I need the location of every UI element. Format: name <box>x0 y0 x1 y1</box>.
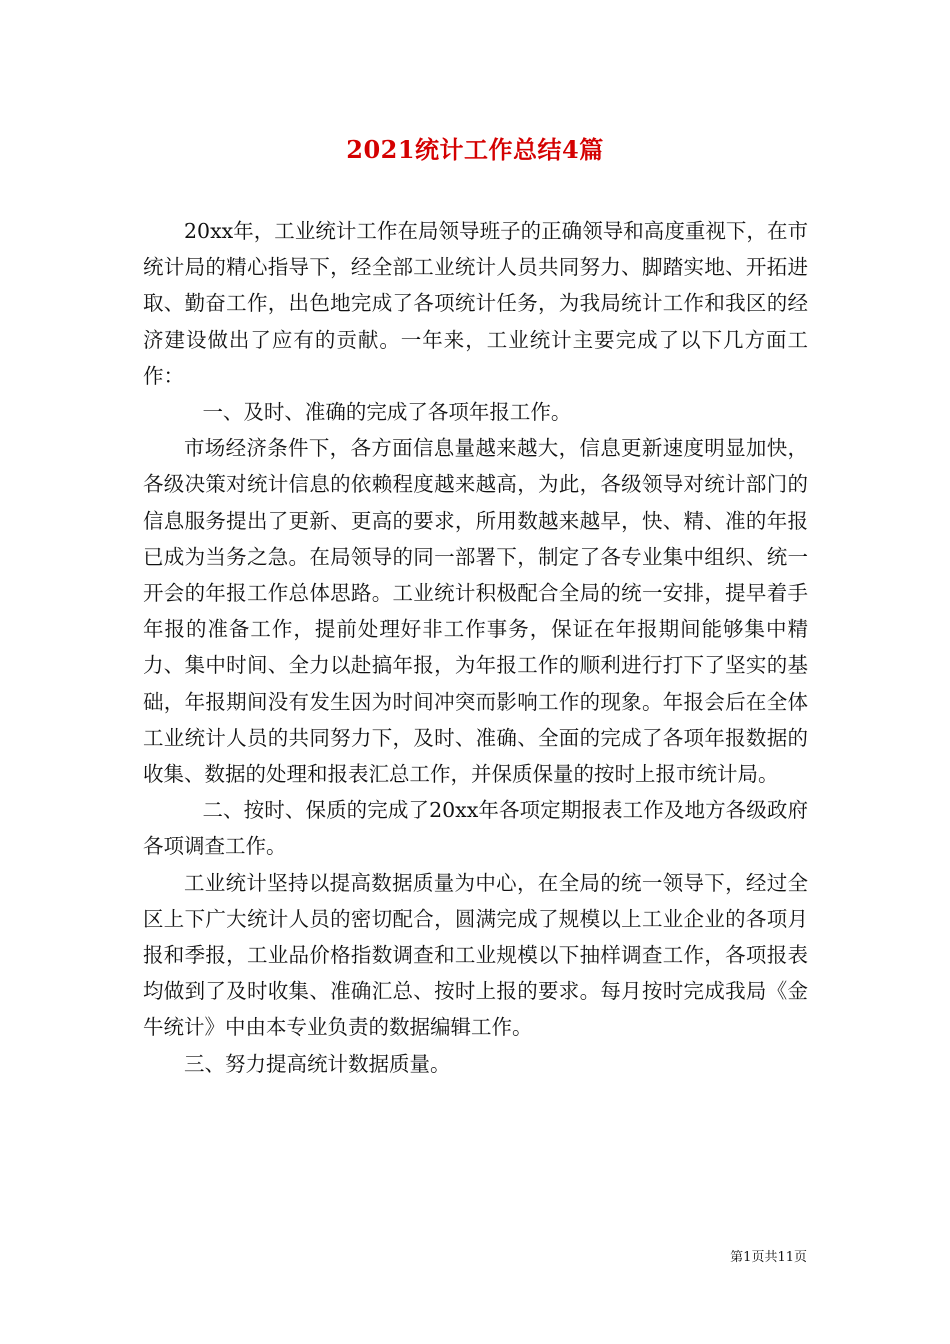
paragraph-intro: 20xx年，工业统计工作在局领导班子的正确领导和高度重视下，在市统计局的精心指导下，经全部工业统计人员共同努力、脚踏实地、开拓进取、勤奋工作，出色地完成了各项统计任务，为我局统计工作和我区的经济建设做出了应有的贡献。一年来，工业统计主要完成了以下几方面工作： <box>143 219 808 388</box>
document-body <box>143 213 808 1082</box>
section-heading-1: 一、及时、准确的完成了各项年报工作。 <box>202 400 572 425</box>
document-title: 2021统计工作总结4篇 <box>346 135 604 164</box>
section-heading-2: 二、按时、保质的完成了20xx年各项定期报表工作及地方各级政府各项调查工作。 <box>143 798 808 859</box>
paragraph-annual-report: 市场经济条件下，各方面信息量越来越大，信息更新速度明显加快，各级决策对统计信息的依赖程度越来越高，为此，各级领导对统计部门的信息服务提出了更新、更高的要求，所用数越来越早，快、精、准的年报已成为当务之急。在局领导的同一部署下，制定了各专业集中组织、统一开会的年报工作总体思路。工业统计积极配合全局的统一安排，提早着手年报的准备工作，提前处理好非工作事务，保证在年报期间能够集中精力、集中时间、全力以赴搞年报，为年报工作的顺利进行打下了坚实的基础，年报期间没有发生因为时间冲突而影响工作的现象。年报会后在全体工业统计人员的共同努力下，及时、准确、全面的完成了各项年报数据的收集、数据的处理和报表汇总工作，并保质保量的按时上报市统计局。 <box>143 436 808 787</box>
section-heading-3: 三、努力提高统计数据质量。 <box>184 1051 451 1076</box>
paragraph-periodic-reports: 工业统计坚持以提高数据质量为中心，在全局的统一领导下，经过全区上下广大统计人员的密切配合，圆满完成了规模以上工业企业的各项月报和季报，工业品价格指数调查和工业规模以下抽样调查工作，各项报表均做到了及时收集、准确汇总、按时上报的要求。每月按时完成我局《金牛统计》中由本专业负责的数据编辑工作。 <box>143 870 808 1040</box>
page-footer: 第1页共11页 <box>730 1250 807 1265</box>
